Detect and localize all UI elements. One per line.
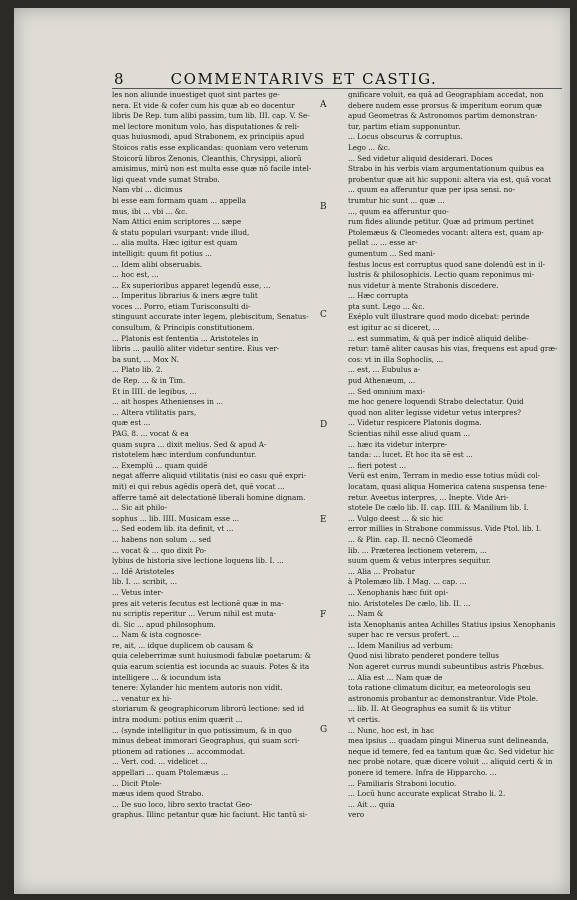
left-column-line: quæ est ...	[112, 418, 151, 428]
left-column-line: afferre tamē ait delectationē liberali homine dignam.	[112, 492, 306, 502]
right-column-line: apud Geometras & Astronomos partim demonstran-	[348, 111, 538, 121]
right-column-line: mea ipsius ... quadam pingui Minerua sunt delineanda,	[348, 736, 549, 746]
left-column-line: quia celeberrimæ sunt huiusmodi fabulæ poetarum: &	[112, 651, 311, 661]
right-column-line: retur. Aveetus interpres, ... Inepte. Vide Ari-	[348, 492, 509, 502]
right-column-line: ... Videtur respicere Platonis dogma.	[348, 418, 482, 428]
left-column-line: ... Nam & ista cognosce-	[112, 630, 202, 640]
left-column-line: re, ait, ... idque duplicem ob causam &	[112, 640, 254, 650]
right-column-line: ... Nunc, hoc est, in hac	[348, 725, 435, 735]
right-column-line: ... Sed videtur aliquid desiderari. Doces	[348, 153, 493, 163]
left-column-line: voces ... Porro, etiam Turisconsulti di-	[112, 301, 251, 311]
right-column-line: ... Locus obscurus & corruptus.	[348, 132, 463, 142]
left-column-line: ... Plato lib. 2.	[112, 365, 163, 375]
right-column-line: ... Sed omnium maxi-	[348, 386, 425, 396]
left-column-line: de Rep. ... & in Tim.	[112, 376, 186, 386]
left-column-line: amisimus, mirū non est multa esse quæ nō facile intel-	[112, 164, 312, 174]
right-column-line: locatam, quasi aliqua Homerica catena suspensa tene-	[348, 481, 547, 491]
left-column-line: Nam vbi ... dicimus	[112, 185, 183, 195]
left-column-line: ... Imperitus librarius & iners ægre tulit	[112, 291, 258, 301]
margin-letter: G	[320, 725, 328, 735]
right-column-line: tanda: ... lucet. Et hoc ita sē est ...	[348, 450, 473, 460]
left-column-line: ... ait hospes Athenienses in ...	[112, 397, 223, 407]
left-column-line: libris De Rep. tum alibi passim, tum lib. III. cap. V. Se-	[112, 111, 310, 121]
left-column-line: nu scriptis reperitur ... Verum nihil est muta-	[112, 609, 276, 619]
left-column-line: sophus ... lib. IIII. Musicam esse ...	[112, 513, 240, 523]
right-column-line: neque id temere, fed ea tantum quæ &c. Sed videtur hic	[348, 746, 555, 756]
right-column-line: quod non aliter legisse videtur vetus interpres?	[348, 407, 522, 417]
header-rule	[112, 88, 562, 89]
left-column-line: ... Vert. cod. ... videlicet ...	[112, 757, 208, 767]
left-column-line: ... Sed eodem lib. ita definit, vt ...	[112, 524, 234, 534]
right-column-line: ... Idem Manilius ad verbum:	[348, 640, 454, 650]
left-column-line: & statu populari vsurpant: vnde illud,	[112, 227, 250, 237]
left-column-line: ligi queat vnde sumat Strabo.	[112, 174, 220, 184]
right-column-line: ... lib. II. At Geographus ea sumit & iis vtitur	[348, 704, 511, 714]
left-column-line: PAG. 8. ... vocat & ea	[112, 429, 189, 438]
left-column-line: lybius de historia sive lectione loquens lib. I. ...	[112, 556, 284, 566]
left-column-line: tenere: Xylander hic mentem autoris non vidit.	[112, 683, 283, 693]
right-column-line: Non ageret currus mundi subeuntibus astris Phœbus.	[348, 662, 545, 672]
right-column-line: debere nudem esse prorsus & imperitum eorum quæ	[348, 100, 542, 110]
left-column-line: bi esse eam formam quam ... appella	[112, 195, 246, 205]
left-column-line: consultum, & Principis constitutionem.	[112, 323, 255, 333]
margin-letter: C	[320, 310, 327, 320]
right-column-line: ... Vulgo deest ... & sic hic	[348, 513, 444, 523]
left-column-line: quam supra ... dixit melius. Sed & apud A-	[112, 439, 267, 449]
left-column-line: ... (synde intelligitur in quo potissimum, & in quo	[112, 725, 292, 735]
margin-letters	[316, 90, 336, 860]
right-column-line: lustris & philosophicis. Lectio quam reponimus mi-	[348, 270, 535, 280]
left-column-line: lib. I. ... scribit, ...	[112, 577, 177, 587]
right-column-line: ... Nam &	[348, 609, 384, 619]
right-column-line: astronomis probantur ac demonstrantur. Vide Ptole.	[348, 693, 539, 703]
right-column-line: ... Locū hunc accurate explicat Strabo li. 2.	[348, 789, 506, 799]
right-column-line: vero	[348, 810, 365, 820]
left-column-line: ptionem ad rationes ... accommodat.	[112, 746, 246, 756]
left-column-line: Stoicorū libros Zenonis, Cleanthis, Chrysippi, aliorū	[112, 153, 302, 163]
right-column-line: ... quum ea afferuntur quæ per ipsa sensi. no-	[348, 185, 516, 195]
right-column-line: ... est summatim, & quā per indicē aliquid delibe-	[348, 333, 529, 343]
right-column-line: Verū est enim, Terram in medio esse totius mūdi col-	[348, 471, 541, 481]
margin-letter: E	[320, 515, 327, 525]
right-column-line: Exéplo vult illustrare quod modo dicebat: perinde	[348, 312, 530, 322]
left-column-line: mit) ei qui rebus agēdis operā det, quē vocat ...	[112, 481, 285, 491]
page-number: 8	[114, 70, 124, 88]
right-column-line: ..., quum ea afferuntur quo-	[348, 206, 449, 216]
right-column-line: à Ptolemæo lib. I Mag. ... cap. ...	[348, 577, 467, 587]
right-column	[348, 90, 562, 860]
left-column-line: storiarum & geographicorum librorū lectione: sed id	[112, 704, 305, 714]
right-column-line: ista Xenophanis antea Achilles Statius ipsius Xenophanis	[348, 619, 556, 629]
right-column-line: ... Familiaris Straboni locutio.	[348, 778, 457, 788]
left-column-line: quia earum scientia est iocunda ac suauis. Potes & ita	[112, 662, 310, 672]
left-column-line: mel lectore monitum volo, has disputationes & reli-	[112, 121, 300, 131]
left-column-line: ... Platonis est fententia ... Aristoteles in	[112, 333, 259, 343]
right-column-line: lib. ... Præterea lectionem veterem, ...	[348, 545, 487, 555]
left-column-line: nera. Et vide & cofer cum his quæ ab eo docentur	[112, 100, 295, 110]
right-column-line: est igitur ac si diceret, ...	[348, 323, 440, 333]
right-column-line: pta sunt. Lego ... &c.	[348, 301, 425, 311]
right-column-line: Strabo in his verbis viam argumentationum quibus ea	[348, 164, 545, 174]
left-column-line: minus debeat immorari Geographus, qui suam scri-	[112, 736, 300, 746]
left-column-line: ... hoc est, ...	[112, 270, 159, 280]
right-column-line: super hac re versus profert. ...	[348, 630, 460, 640]
right-column-line: Scientias nihil esse aliud quam ...	[348, 429, 471, 438]
margin-letter: A	[320, 100, 327, 110]
left-column-line: appellari ... quam Ptolemæus ...	[112, 768, 229, 777]
right-column-line: Ptolemæus & Cleomedes vocant: altera est, quam ap-	[348, 227, 544, 237]
right-column-line: suum quem & vetus interpres sequitur.	[348, 556, 491, 566]
left-column-line: mæus idem quod Strabo.	[112, 789, 204, 799]
right-column-line: gumentum ... Sed mani-	[348, 248, 436, 258]
right-column-line: stotele De cælo lib. II. cap. IIII. & Manilium lib. I.	[348, 503, 529, 513]
right-column-line: Lego ... &c.	[348, 142, 391, 152]
left-column-line: ... Idē Aristoteles	[112, 566, 175, 576]
right-column-line: ... est, ... Eubulus a-	[348, 365, 421, 375]
right-column-line: ... fieri potest ...	[348, 460, 406, 470]
left-column-line: ... Dicit Ptole-	[112, 778, 162, 788]
left-column-line: graphus. Illinc petantur quæ hic faciunt. Hic tantū si-	[112, 810, 308, 820]
right-column-line: ... Alia ... Probatur	[348, 566, 416, 576]
right-column-line: error millies in Strabone commissus. Vide Ptol. lib. I.	[348, 524, 542, 534]
right-column-line: me hoc genere loquendi Strabo delectatur. Quid	[348, 397, 524, 407]
right-column-line: tur, partim etiam supponuntur.	[348, 121, 461, 131]
right-column-line: pellat ... ... esse ar-	[348, 238, 418, 248]
right-column-line: ... Hæc corrupta	[348, 291, 409, 301]
left-column-line: ... Vetus inter-	[112, 587, 164, 597]
left-column-line: ... Ex superioribus apparet legendū esse, ...	[112, 280, 271, 290]
right-column-line: retur: tamē aliter causas his vias, frequens est apud græ-	[348, 344, 558, 354]
left-column-line: mus, ibi ... vbi ... &c.	[112, 206, 188, 216]
right-column-line: nec probè notare, quæ dicere voluit ... aliquid certi & in	[348, 757, 553, 767]
right-column-line: ponere id temere. Infra de Hipparcho. ...	[348, 768, 497, 777]
left-column-line: ... alia multa. Hæc igitur est quam	[112, 238, 238, 248]
left-column-line: ... Exemplū ... quam quidē	[112, 460, 208, 470]
left-column-line: pres ait veteris fecutus est lectionē quæ in ma-	[112, 598, 284, 608]
right-column-line: rum fides aliunde petitur. Quæ ad primum pertinet	[348, 217, 534, 227]
left-column-line: intra modum: potius enim quærit ...	[112, 715, 243, 725]
left-column-line: ... venatur ex hi-	[112, 693, 172, 703]
right-column-line: tota ratione climatum dicitur, ea meteorologis seu	[348, 683, 531, 693]
right-column-line: probentur quæ ait hic supponi: altera via est, quā vocat	[348, 174, 552, 184]
left-column-line: ba sunt, ... Mox N.	[112, 354, 179, 364]
left-column-line: Stoicos ratis esse explicandas: quoniam vero veterum	[112, 142, 309, 152]
page-header	[14, 70, 570, 90]
left-column-line: negat afferre aliquid vtilitatis (nisi eo casu quē expri-	[112, 471, 307, 481]
left-column-line: les non aliunde inuestiget quot sint partes ge-	[112, 90, 280, 99]
right-column-line: ... Xenophanis hæc fuit opi-	[348, 587, 448, 597]
margin-letter: F	[320, 610, 327, 620]
left-column-line: intelligit: quum fit potius ...	[112, 248, 212, 258]
right-column-line: gnificare voluit, ea quā ad Geographiam accedat, non	[348, 90, 544, 99]
margin-letter: B	[320, 202, 327, 212]
left-column-line: quas huiusmodi, apud Strabonem, ex principiis apud	[112, 132, 305, 142]
right-column-line: ... & Plin. cap. II. necnō Cleomedē	[348, 534, 473, 544]
right-column-line: Quod nisi librato penderet pondere tellus	[348, 651, 499, 661]
right-column-line: ... Alia est ... Nam quæ de	[348, 672, 443, 682]
right-column-line: ... hæc ita videtur interpre-	[348, 439, 448, 449]
right-column-line: ... Ait ... quia	[348, 799, 395, 809]
right-column-line: trumtur hic sunt ... quæ ...	[348, 195, 445, 205]
right-column-line: festus locus est corruptus quod sane dolendū est in il-	[348, 259, 545, 269]
left-column-line: ... Sic ait philo-	[112, 503, 168, 513]
left-column-line: ... De suo loco, libro sexto tractat Geo-	[112, 799, 253, 809]
left-column-line: di. Sic ... apud philosophum.	[112, 619, 216, 629]
margin-letter: D	[320, 420, 328, 430]
left-column-line: Et in IIII. de legibus, ...	[112, 386, 197, 396]
left-column-line: ... habens non solum ... sed	[112, 534, 212, 544]
right-column-line: cos: vt in illa Sophoclis, ...	[348, 354, 444, 364]
left-column-line: ... Idem alibi obseruabis.	[112, 259, 203, 269]
right-column-line: nio. Aristoteles De cælo, lib. II. ...	[348, 598, 471, 608]
left-column	[112, 90, 318, 860]
left-column-line: libris ... paullò aliter videtur sentire. Eius ver-	[112, 344, 280, 354]
running-title: COMMENTARIVS ET CASTIG.	[170, 70, 438, 88]
right-column-line: nus videtur à mente Strabonis discedere.	[348, 280, 499, 290]
left-column-line: stinguunt accurate inter legem, plebiscitum, Senatus-	[112, 312, 309, 322]
left-column-line: ... vocat & ... quo dixit Po-	[112, 545, 207, 555]
right-column-line: vt certis.	[348, 715, 381, 725]
left-column-line: Nam Attici enim scriptores ... sæpe	[112, 217, 242, 227]
left-column-line: intelligere ... & iocundum ista	[112, 672, 222, 682]
left-column-line: ... Altera vtilitatis pars,	[112, 407, 197, 417]
left-column-line: ristotelem hæc interdum confunduntur.	[112, 450, 257, 460]
right-column-line: pud Athenæum, ...	[348, 376, 416, 386]
book-page	[14, 8, 570, 894]
